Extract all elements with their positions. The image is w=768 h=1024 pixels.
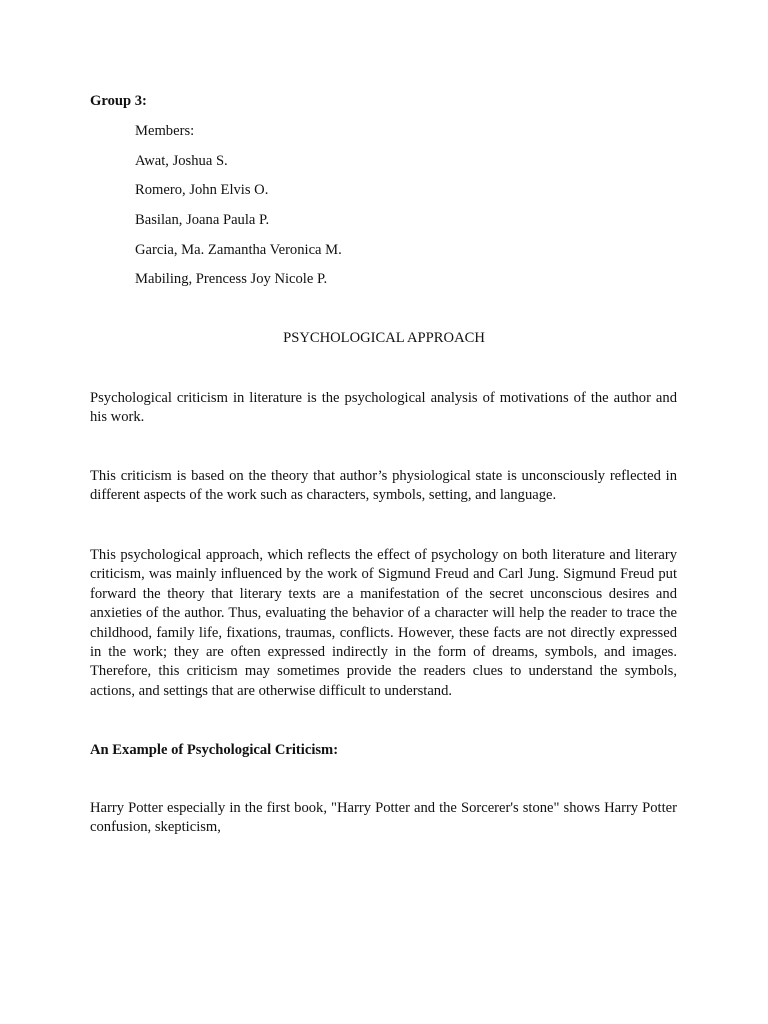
paragraph-freud-jung: This psychological approach, which reflects the effect of psychology on both literature and literary criticism, was mainly influenced by the work of Sigmund Freud and Carl Jung. Sigmund Freud put forward the theory that literary texts are a manifestation of the secret unconscious desires and anxieties of the author. Thus, evaluating the behavior of a character will help the reader to trace the childhood, family life, fixations, traumas, conflicts. However, these facts are not directly expressed in the work; they are often expressed indirectly in the form of dreams, symbols, and images. Therefore, this criticism may sometimes provide the readers clues to understand the symbols, actions, and settings that are otherwise difficult to understand.	[90, 547, 677, 699]
paragraph-definition: Psychological criticism in literature is the psychological analysis of motivations of the author and his work.	[90, 390, 677, 426]
example-heading: An Example of Psychological Criticism:	[90, 742, 339, 758]
member-name: Basilan, Joana Paula P.	[135, 212, 270, 228]
member-name: Awat, Joshua S.	[135, 153, 228, 169]
paragraph-example: Harry Potter especially in the first book, "Harry Potter and the Sorcerer's stone" shows Harry Potter confusion, skepticism,	[90, 800, 677, 836]
member-name: Mabiling, Prencess Joy Nicole P.	[135, 271, 328, 287]
section-title: PSYCHOLOGICAL APPROACH	[283, 330, 485, 346]
group-title: Group 3:	[90, 93, 147, 109]
paragraph-theory: This criticism is based on the theory that author’s physiological state is unconsciously reflected in different aspects of the work such as characters, symbols, setting, and language.	[90, 468, 677, 504]
members-label: Members:	[135, 123, 195, 139]
member-name: Garcia, Ma. Zamantha Veronica M.	[135, 242, 342, 258]
member-name: Romero, John Elvis O.	[135, 182, 269, 198]
